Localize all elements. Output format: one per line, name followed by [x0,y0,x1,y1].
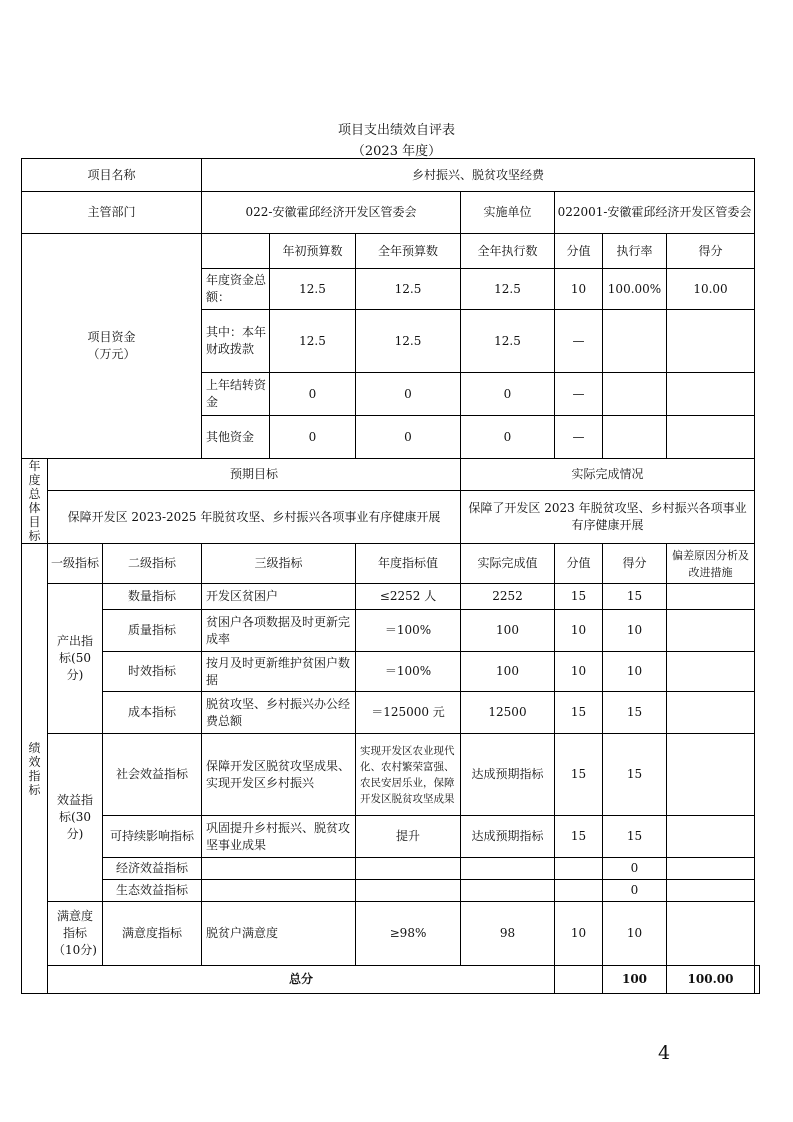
l2-indicator: 生态效益指标 [103,880,202,902]
target-value: ＝100% [356,610,461,652]
indicator-header: 得分 [603,544,667,584]
funds-cell [667,373,755,416]
total-note [755,966,760,994]
deviation-note [667,858,755,880]
score: 10 [603,902,667,966]
target-value: ＝125000 元 [356,692,461,734]
benefit-label: 效益指 标(30 分) [48,734,103,902]
l2-indicator: 满意度指标 [103,902,202,966]
target-value: ＝100% [356,652,461,692]
deviation-note [667,610,755,652]
l3-indicator: 巩固提升乡村振兴、脱贫攻坚事业成果 [202,816,356,858]
score-value [555,880,603,902]
output-label: 产出指 标(50 分) [48,584,103,734]
score-value: 15 [555,734,603,816]
indicator-header: 实际完成值 [461,544,555,584]
l3-indicator [202,858,356,880]
target-value: ≤2252 人 [356,584,461,610]
l3-indicator [202,880,356,902]
funds-row-label: 其他资金 [202,416,270,459]
actual-result-label: 实际完成情况 [461,459,755,491]
funds-cell: 0 [270,416,356,459]
actual-value: 2252 [461,584,555,610]
deviation-note [667,692,755,734]
score: 0 [603,880,667,902]
l2-indicator: 质量指标 [103,610,202,652]
performance-table [21,158,760,994]
actual-value: 达成预期指标 [461,734,555,816]
funds-cell [667,416,755,459]
deviation-note [667,902,755,966]
target-value [356,880,461,902]
funds-header: 全年执行数 [461,234,555,269]
funds-cell: 10 [555,269,603,310]
actual-value: 98 [461,902,555,966]
funds-cell: — [555,373,603,416]
unit: 022001-安徽霍邱经济开发区管委会 [555,192,755,234]
l2-indicator: 数量指标 [103,584,202,610]
total-empty [555,966,603,994]
l3-indicator: 保障开发区脱贫攻坚成果、实现开发区乡村振兴 [202,734,356,816]
score: 15 [603,816,667,858]
l2-indicator: 可持续影响指标 [103,816,202,858]
funds-header: 分值 [555,234,603,269]
deviation-note [667,880,755,902]
total-score: 100.00 [667,966,755,994]
indicator-header: 分值 [555,544,603,584]
funds-header: 年初预算数 [270,234,356,269]
funds-cell: 12.5 [461,310,555,373]
score: 15 [603,584,667,610]
funds-cell: 12.5 [270,269,356,310]
deviation-note [667,734,755,816]
funds-row-label: 年度资金总额： [202,269,270,310]
funds-label: 项目资金 （万元） [22,234,202,459]
actual-value: 达成预期指标 [461,816,555,858]
expected-goal-label: 预期目标 [48,459,461,491]
l3-indicator: 贫困户各项数据及时更新完成率 [202,610,356,652]
indicator-header: 一级指标 [48,544,103,584]
score-value: 15 [555,816,603,858]
l2-indicator: 成本指标 [103,692,202,734]
indicator-header: 年度指标值 [356,544,461,584]
indicator-header: 三级指标 [202,544,356,584]
l3-indicator: 开发区贫困户 [202,584,356,610]
score: 0 [603,858,667,880]
funds-cell [603,416,667,459]
funds-cell: 100.00% [603,269,667,310]
indicator-header: 二级指标 [103,544,202,584]
unit-label: 实施单位 [461,192,555,234]
funds-cell: 12.5 [356,310,461,373]
actual-value: 12500 [461,692,555,734]
funds-row-label: 其中：本年财政拨款 [202,310,270,373]
funds-cell [603,310,667,373]
l2-indicator: 经济效益指标 [103,858,202,880]
score-value: 10 [555,902,603,966]
score: 10 [603,610,667,652]
funds-cell: 0 [270,373,356,416]
score-value: 10 [555,610,603,652]
funds-cell: 12.5 [356,269,461,310]
actual-value [461,880,555,902]
deviation-note [667,584,755,610]
target-value: 提升 [356,816,461,858]
indicators-side-label: 绩效指标 [22,544,48,994]
score: 15 [603,692,667,734]
funds-cell: 10.00 [667,269,755,310]
funds-cell: 0 [356,416,461,459]
funds-header: 得分 [667,234,755,269]
dept: 022-安徽霍邱经济开发区管委会 [202,192,461,234]
funds-header: 执行率 [603,234,667,269]
funds-cell: 0 [461,373,555,416]
goals-side-label: 年度总体目标 [22,459,48,544]
funds-cell: — [555,416,603,459]
score-value: 10 [555,652,603,692]
funds-cell: 12.5 [270,310,356,373]
page-number: 4 [658,1042,671,1064]
actual-value [461,858,555,880]
satisfaction-label: 满意度 指标 （10分) [48,902,103,966]
funds-cell: 12.5 [461,269,555,310]
funds-header: 全年预算数 [356,234,461,269]
project-name: 乡村振兴、脱贫攻坚经费 [202,159,755,192]
funds-cell [667,310,755,373]
deviation-note [667,652,755,692]
dept-label: 主管部门 [22,192,202,234]
score-value: 15 [555,584,603,610]
funds-row-label: 上年结转资金 [202,373,270,416]
actual-result: 保障了开发区 2023 年脱贫攻坚、乡村振兴各项事业有序健康开展 [461,491,755,544]
indicator-header: 偏差原因分析及改进措施 [667,544,755,584]
target-value: ≥98% [356,902,461,966]
deviation-note [667,816,755,858]
project-name-label: 项目名称 [22,159,202,192]
total-label: 总分 [48,966,555,994]
l2-indicator: 时效指标 [103,652,202,692]
table-title: 项目支出绩效自评表 [337,123,455,138]
score: 10 [603,652,667,692]
expected-goal: 保障开发区 2023-2025 年脱贫攻坚、乡村振兴各项事业有序健康开展 [48,491,461,544]
score: 15 [603,734,667,816]
score-value: 15 [555,692,603,734]
funds-cell: 0 [461,416,555,459]
target-value: 实现开发区农业现代化、农村繁荣富强、农民安居乐业，保障开发区脱贫攻坚成果 [356,734,461,816]
funds-cell: 0 [356,373,461,416]
funds-cell [603,373,667,416]
actual-value: 100 [461,652,555,692]
l3-indicator: 脱贫户满意度 [202,902,356,966]
actual-value: 100 [461,610,555,652]
l3-indicator: 按月及时更新维护贫困户数据 [202,652,356,692]
table-year: （2023 年度） [351,144,442,159]
l3-indicator: 脱贫攻坚、乡村振兴办公经费总额 [202,692,356,734]
score-value [555,858,603,880]
total-value: 100 [603,966,667,994]
funds-cell: — [555,310,603,373]
l2-indicator: 社会效益指标 [103,734,202,816]
target-value [356,858,461,880]
